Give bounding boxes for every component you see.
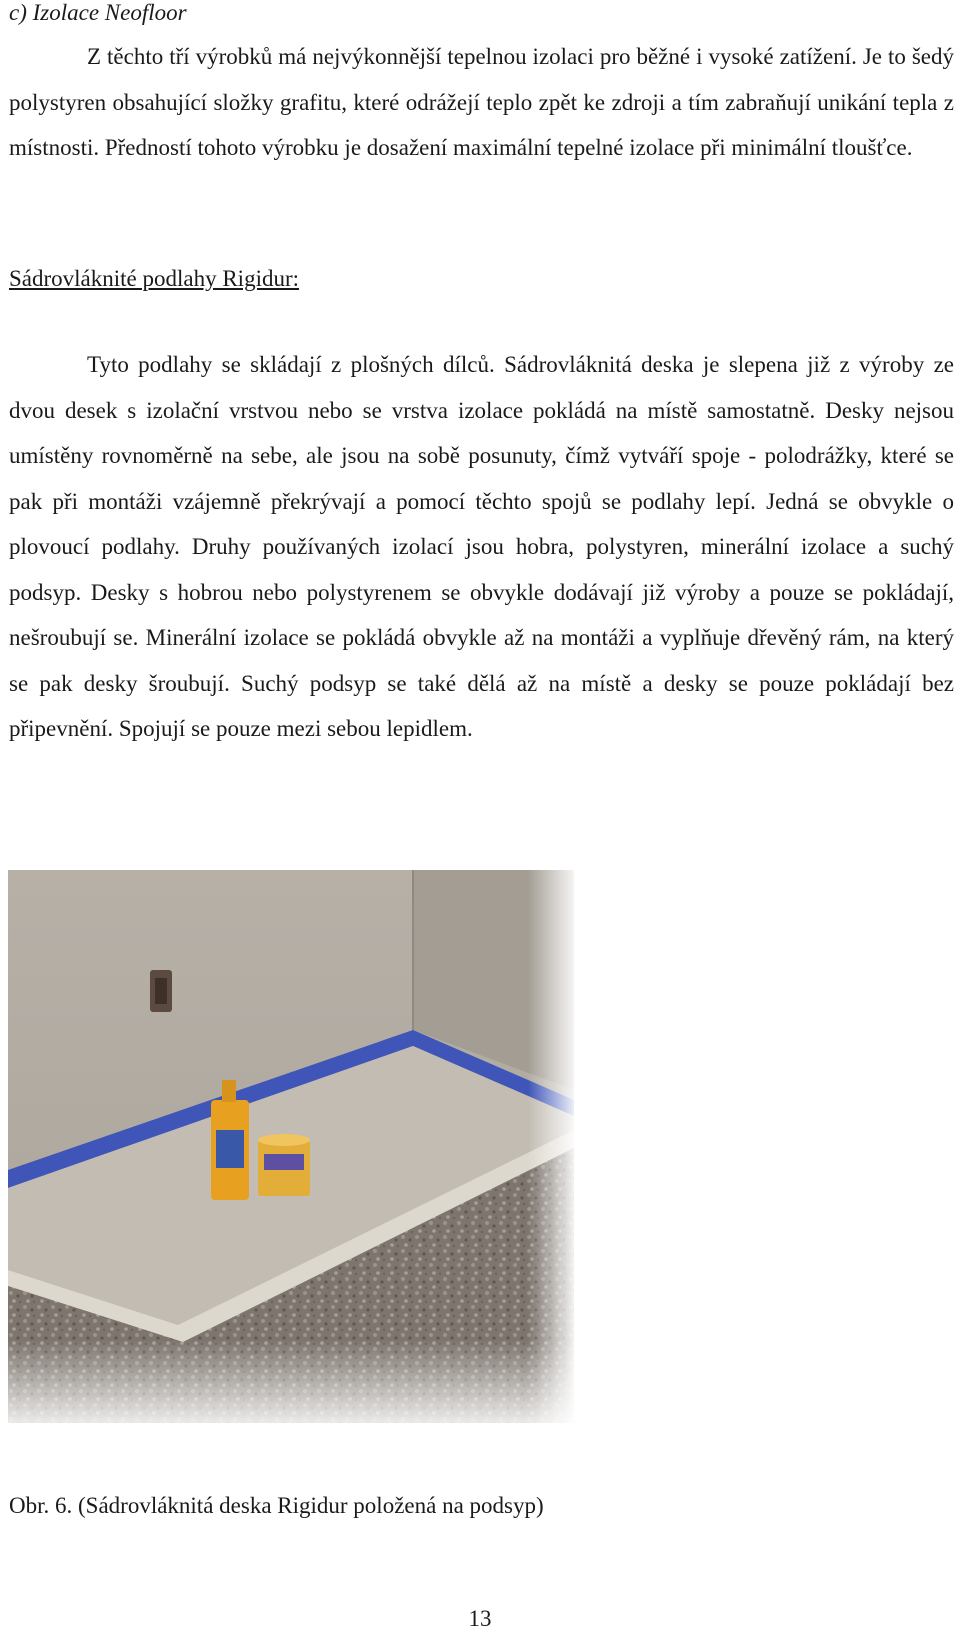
figure-caption: Obr. 6. (Sádrovláknitá deska Rigidur položená na podsyp) — [9, 1493, 544, 1518]
section-heading: c) Izolace Neofloor — [9, 0, 187, 25]
floor-board-illustration — [8, 870, 574, 1423]
neofloor-paragraph: Z těchto tří výrobků má nejvýkonnější tepelnou izolaci pro běžné i vysoké zatížení. Je to šedý polystyren obsahující složky grafitu, které odrážejí teplo zpět ke zdroji a tím zabraňují unikání tepla z místnosti. Předností tohoto výrobku je dosažení maximální tepelné izolace při minimální tloušťce. — [9, 44, 954, 160]
rigidur-paragraph: Tyto podlahy se skládají z plošných dílců. Sádrovláknitá deska je slepena již z výroby ze dvou desek s izolační vrstvou nebo se vrstva izolace pokládá na místě samostatně. Desky nejsou umístěny rovnoměrně na sebe, ale jsou na sobě posunuty, čímž vytváří spoje - polodrážky, které se pak při montáži vzájemně překrývají a pomocí těchto spojů se podlahy lepí. Jedná se obvykle o plovoucí podlahy. Druhy používaných izolací jsou hobra, polystyren, minerální izolace a suchý podsyp. Desky s hobrou nebo polystyrenem se obvykle dodávají již výroby a pouze se pokládají, nešroubují se. Minerální izolace se pokládá obvykle až na montáži a vyplňuje dřevěný rám, na který se pak desky šroubují. Suchý podsyp se také dělá až na místě a desky se pouze pokládají bez připevnění. Spojují se pouze mezi sebou lepidlem. — [9, 352, 954, 741]
rigidur-photo — [8, 870, 574, 1423]
rigidur-heading: Sádrovláknité podlahy Rigidur: — [9, 266, 300, 291]
page-number: 13 — [468, 1606, 492, 1631]
